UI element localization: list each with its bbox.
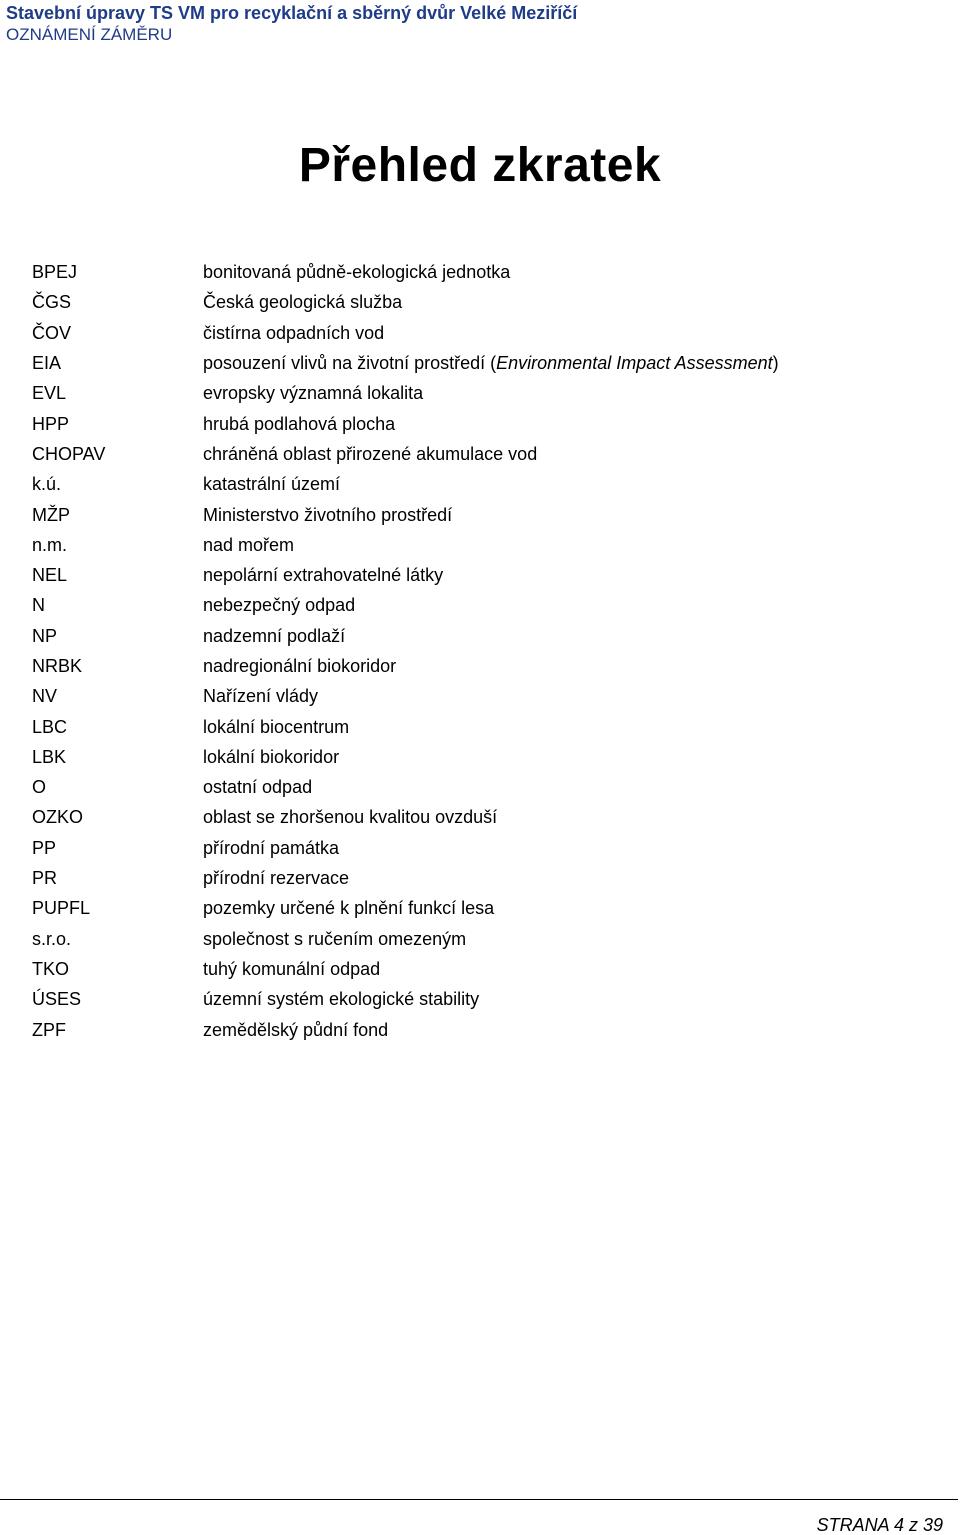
abbreviation-meaning-text: tuhý komunální odpad	[203, 958, 381, 979]
abbreviation-code: PUPFL	[32, 898, 91, 919]
abbreviation-meaning	[203, 746, 339, 768]
abbreviation-meaning	[203, 837, 339, 859]
abbreviation-meaning	[203, 564, 443, 586]
abbreviation-meaning-text: bonitovaná půdně-ekologická jednotka	[203, 262, 511, 283]
abbreviation-meaning	[203, 382, 423, 404]
abbreviation-meaning-text: chráněná oblast přirozené akumulace vod	[203, 443, 538, 464]
abbreviation-code: LBC	[32, 716, 68, 737]
abbreviation-row	[32, 893, 932, 923]
abbreviation-row	[32, 924, 932, 954]
abbreviation-meaning	[203, 716, 349, 738]
abbreviation-code: PP	[32, 837, 57, 858]
abbreviation-code: N	[32, 595, 45, 616]
abbreviation-code: n.m.	[32, 534, 68, 555]
abbreviation-code: TKO	[32, 958, 70, 979]
abbreviation-meaning	[203, 897, 494, 919]
abbreviation-meaning-text: pozemky určené k plnění funkcí lesa	[203, 898, 495, 919]
abbreviation-meaning-text: zemědělský půdní fond	[203, 1019, 389, 1040]
abbreviation-code: LBK	[32, 746, 67, 767]
abbreviation-meaning-text: přírodní památka	[203, 837, 340, 858]
abbreviation-row	[32, 530, 932, 560]
abbreviation-row	[32, 802, 932, 832]
abbreviation-row	[32, 954, 932, 984]
abbreviation-row	[32, 499, 932, 529]
abbreviation-meaning-text: Nařízení vlády	[203, 686, 319, 707]
abbreviation-meaning-text: ostatní odpad	[203, 777, 313, 798]
abbreviation-code: EIA	[32, 353, 62, 374]
abbreviation-meaning-text: nadregionální biokoridor	[203, 656, 397, 676]
abbreviation-code: BPEJ	[32, 262, 78, 283]
abbreviation-meaning-text: územní systém ekologické stability	[203, 989, 480, 1010]
abbreviation-row	[32, 287, 932, 317]
abbreviation-meaning-text: čistírna odpadních vod	[203, 322, 385, 343]
abbreviation-meaning	[203, 261, 510, 283]
abbreviation-meaning	[203, 625, 345, 647]
abbreviation-code: EVL	[32, 383, 67, 404]
abbreviation-meaning	[203, 776, 312, 798]
abbreviation-code: k.ú.	[32, 474, 62, 495]
footer-divider	[0, 1499, 958, 1500]
abbreviation-meaning-text: nadzemní podlaží	[203, 625, 346, 646]
abbreviation-row	[32, 651, 932, 681]
abbreviation-code: NV	[32, 686, 58, 707]
abbreviation-row	[32, 408, 932, 438]
abbreviation-meaning-text: lokální biocentrum	[203, 716, 350, 737]
abbreviation-meaning	[203, 867, 349, 889]
abbreviation-meaning-text: nepolární extrahovatelné látky	[203, 565, 444, 586]
abbreviation-row	[32, 984, 932, 1014]
abbreviation-meaning	[203, 928, 466, 950]
page-title: Přehled zkratek	[298, 139, 662, 192]
document-header	[6, 2, 946, 46]
abbreviation-code: NRBK	[32, 656, 83, 676]
abbreviation-meaning	[203, 594, 355, 616]
abbreviation-meaning-text: posouzení vlivů na životní prostředí (	[203, 353, 497, 374]
abbreviation-row	[32, 439, 932, 469]
abbreviation-code: ÚSES	[32, 989, 82, 1010]
abbreviation-row	[32, 378, 932, 408]
abbreviation-meaning-text: hrubá podlahová plocha	[203, 413, 396, 434]
abbreviation-meaning-text: nad mořem	[203, 534, 295, 555]
abbreviation-code: ČGS	[32, 292, 72, 313]
abbreviation-meaning-text: evropsky významná lokalita	[203, 383, 424, 404]
abbreviation-meaning	[203, 473, 340, 495]
abbreviation-meaning	[203, 443, 537, 465]
abbreviation-meaning-text: Česká geologická služba	[203, 292, 403, 313]
abbreviation-code: ČOV	[32, 322, 72, 343]
abbreviation-code: ZPF	[32, 1019, 66, 1040]
abbreviation-meaning-suffix: )	[772, 353, 779, 374]
abbreviation-meaning-text: společnost s ručením omezeným	[203, 928, 467, 949]
abbreviation-meaning-text: oblast se zhoršenou kvalitou ovzduší	[203, 807, 498, 828]
abbreviation-meaning	[203, 958, 380, 980]
abbreviation-meaning-text: Ministerstvo životního prostředí	[203, 504, 453, 525]
abbreviation-row	[32, 348, 932, 378]
abbreviation-meaning	[203, 534, 294, 556]
abbreviation-row	[32, 318, 932, 348]
abbreviation-meaning	[203, 655, 396, 677]
abbreviation-meaning	[203, 504, 452, 526]
abbreviation-code: MŽP	[32, 504, 70, 525]
abbreviation-code: O	[32, 777, 47, 798]
abbreviation-meaning-text: přírodní rezervace	[203, 868, 350, 889]
abbreviation-code: HPP	[32, 413, 70, 434]
abbreviation-code: s.r.o.	[32, 928, 72, 949]
abbreviation-list	[32, 257, 932, 1045]
abbreviation-row	[32, 833, 932, 863]
abbreviation-row	[32, 742, 932, 772]
abbreviation-row	[32, 257, 932, 287]
abbreviation-meaning	[203, 685, 318, 707]
abbreviation-code: OZKO	[32, 807, 84, 828]
abbreviation-meaning-text: nebezpečný odpad	[203, 595, 356, 616]
header-title: Stavební úpravy TS VM pro recyklační a sběrný dvůr Velké Meziříčí	[6, 3, 578, 23]
abbreviation-row	[32, 711, 932, 741]
abbreviation-meaning	[203, 413, 395, 435]
page-number: STRANA 4 z 39	[816, 1515, 943, 1535]
abbreviation-meaning	[203, 352, 779, 374]
abbreviation-code: PR	[32, 868, 58, 889]
abbreviation-meaning	[203, 806, 497, 828]
abbreviation-meaning	[203, 988, 479, 1010]
abbreviation-row	[32, 621, 932, 651]
abbreviation-row	[32, 681, 932, 711]
abbreviation-row	[32, 590, 932, 620]
header-subtitle: OZNÁMENÍ ZÁMĚRU	[6, 25, 173, 44]
abbreviation-code: CHOPAV	[32, 443, 106, 464]
abbreviation-row	[32, 469, 932, 499]
abbreviation-row	[32, 1014, 932, 1044]
abbreviation-meaning-text: lokální biokoridor	[203, 746, 340, 767]
abbreviation-meaning	[203, 322, 384, 344]
abbreviation-meaning-text: katastrální území	[203, 474, 341, 495]
abbreviation-meaning-italic: Environmental Impact Assessment	[496, 353, 773, 374]
abbreviation-meaning	[203, 291, 402, 313]
abbreviation-row	[32, 863, 932, 893]
abbreviation-row	[32, 772, 932, 802]
abbreviation-meaning	[203, 1019, 388, 1041]
abbreviation-code: NP	[32, 625, 58, 646]
abbreviation-code: NEL	[32, 565, 68, 586]
abbreviation-row	[32, 560, 932, 590]
